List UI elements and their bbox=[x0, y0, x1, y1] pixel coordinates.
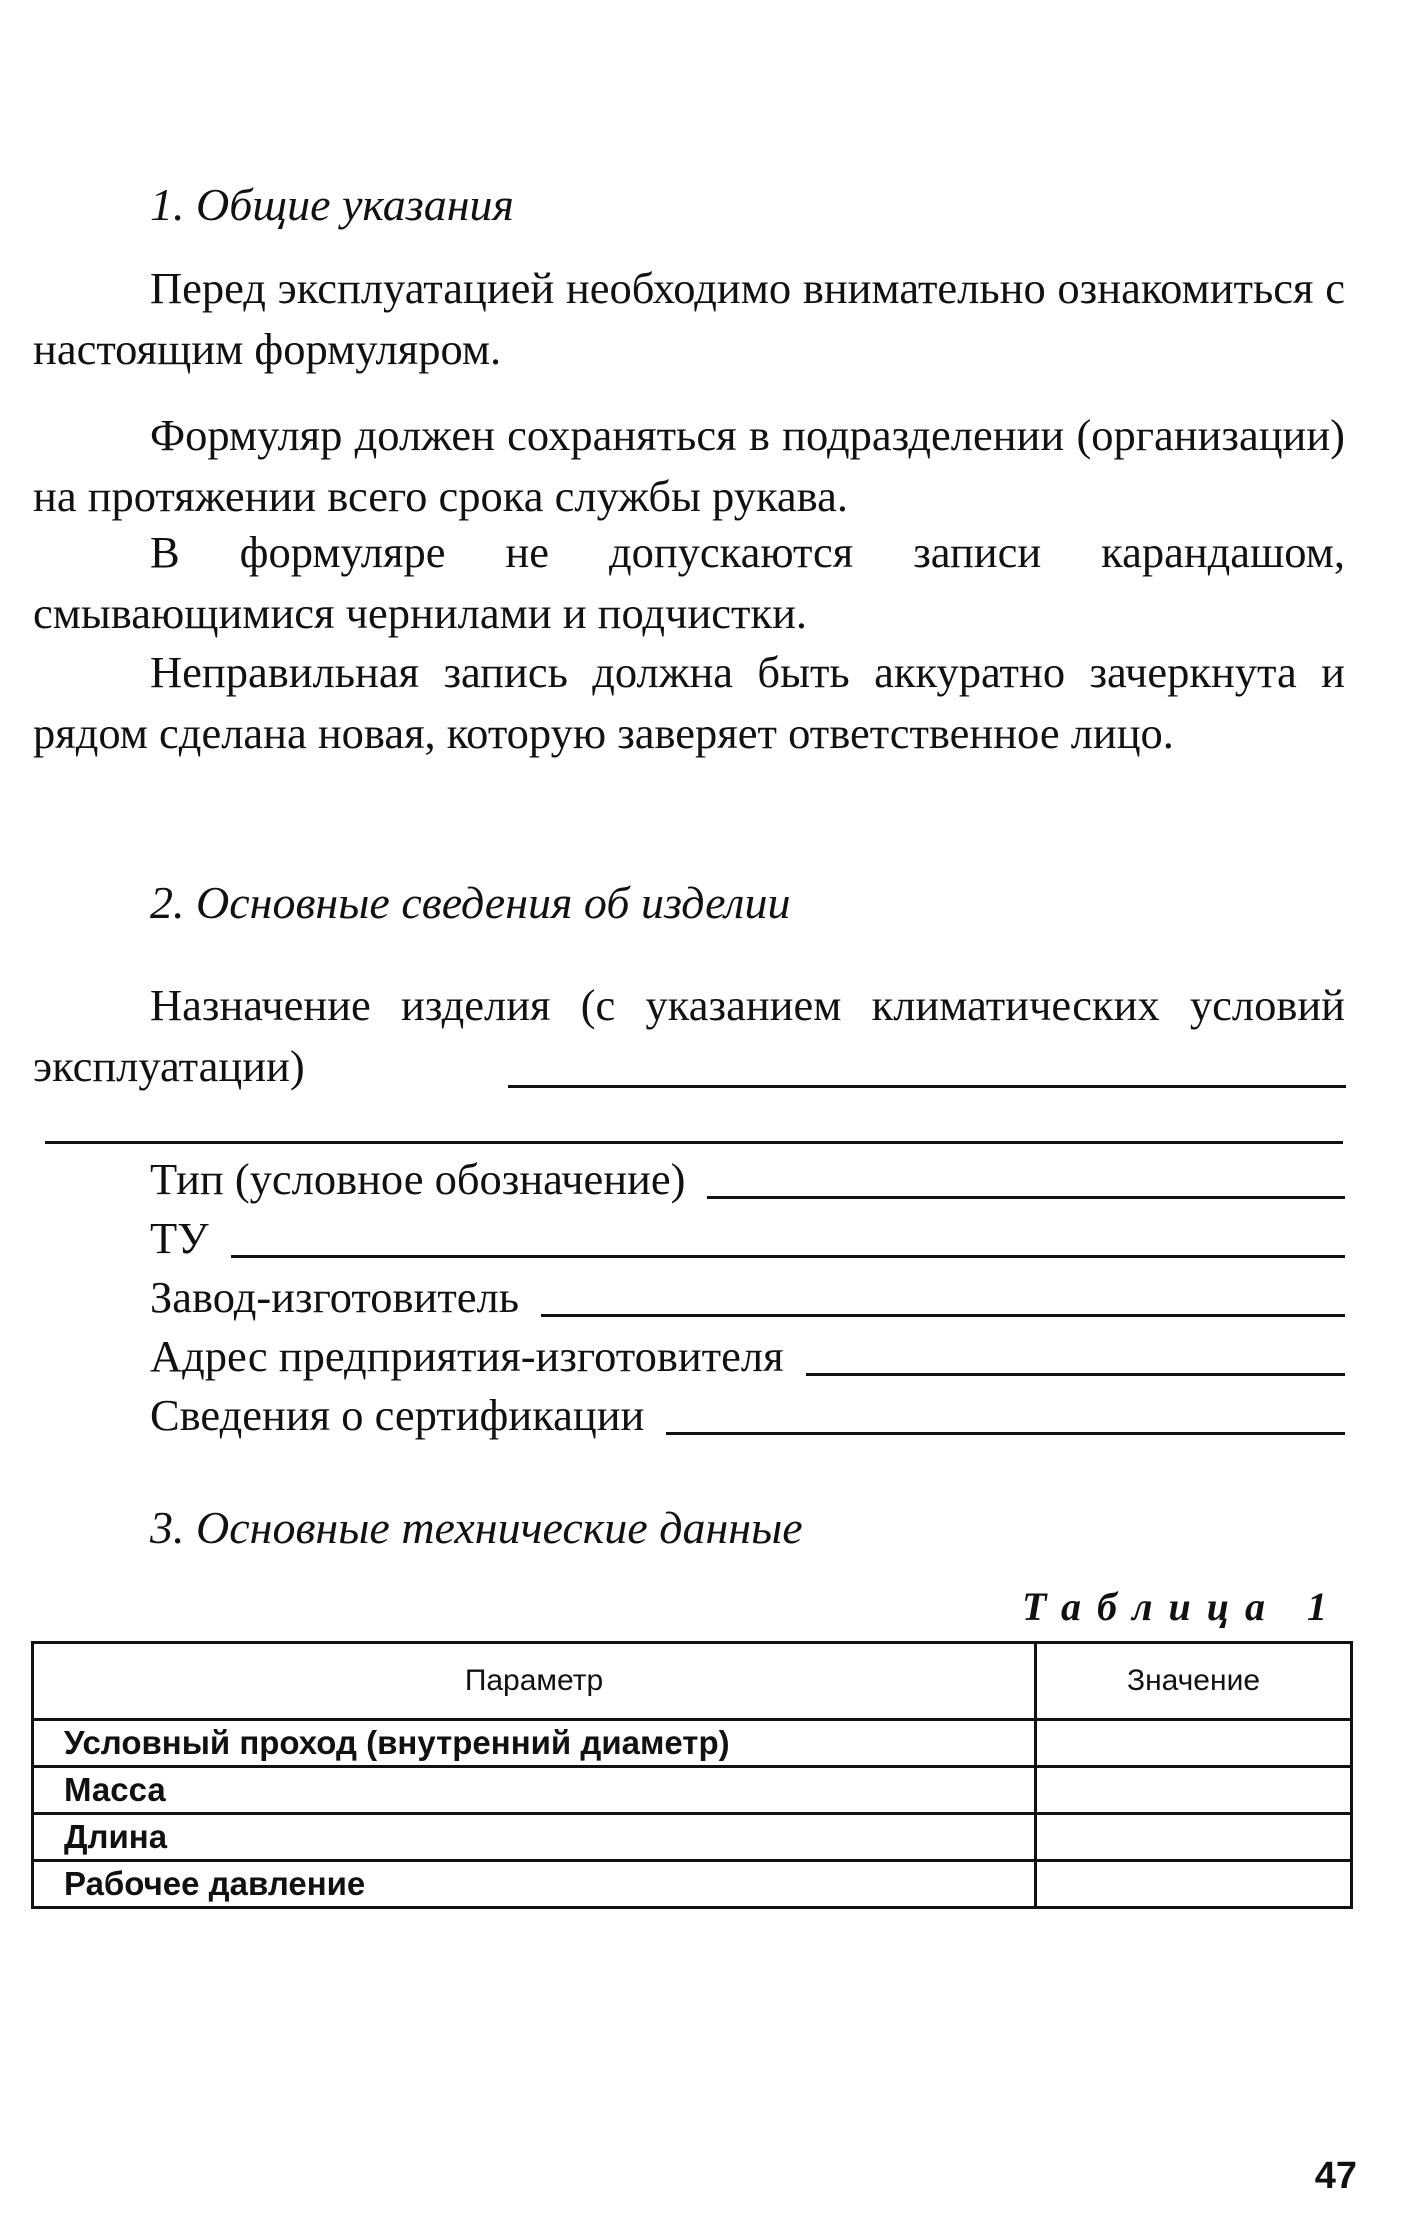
purpose-field: Назначение изделия (с указанием климатических условий эксплуатации) bbox=[33, 980, 1345, 1091]
header-value: Значение bbox=[1036, 1643, 1352, 1720]
field-certification-label: Сведения о сертификации bbox=[150, 1390, 645, 1440]
section-2-heading: 2. Основные сведения об изделии bbox=[150, 877, 791, 928]
table-header-row bbox=[33, 1643, 1352, 1720]
field-type-input-line[interactable] bbox=[707, 1194, 1345, 1199]
page-number: 47 bbox=[1314, 2155, 1357, 2197]
paragraph-3: В формуляре не допускаются записи карандашом, смывающимися чернилами и подчистки. bbox=[33, 527, 1345, 638]
section-3-heading: 3. Основные технические данные bbox=[150, 1502, 803, 1553]
field-certification bbox=[150, 1383, 1345, 1443]
paragraph-1: Перед эксплуатацией необходимо внимательно ознакомиться с настоящим формуляром. bbox=[33, 263, 1345, 374]
field-manufacturer-label: Завод-изготовитель bbox=[150, 1272, 520, 1322]
field-manufacturer-address bbox=[150, 1324, 1345, 1384]
paragraph-4: Неправильная запись должна быть аккуратно зачеркнута и рядом сделана новая, которую заверяет ответственное лицо. bbox=[33, 647, 1345, 758]
field-tu-label: ТУ bbox=[150, 1213, 209, 1263]
field-manufacturer bbox=[150, 1265, 1345, 1325]
table-cell-value[interactable] bbox=[1036, 1767, 1352, 1814]
technical-data-table bbox=[31, 1641, 1353, 1909]
field-manufacturer-input-line[interactable] bbox=[541, 1312, 1345, 1317]
section-1-heading: 1. Общие указания bbox=[150, 179, 514, 230]
table-cell-parameter: Условный проход (внутренний диаметр) bbox=[33, 1720, 1036, 1767]
table-cell-parameter: Длина bbox=[33, 1814, 1036, 1861]
field-tu bbox=[150, 1206, 1345, 1266]
field-certification-input-line[interactable] bbox=[666, 1430, 1345, 1435]
table-row bbox=[33, 1767, 1352, 1814]
table-row bbox=[33, 1814, 1352, 1861]
table-caption: Таблица 1 bbox=[1022, 1584, 1343, 1629]
field-type-label: Тип (условное обозначение) bbox=[150, 1154, 686, 1204]
table-cell-value[interactable] bbox=[1036, 1861, 1352, 1908]
field-tu-input-line[interactable] bbox=[231, 1253, 1345, 1258]
table-row bbox=[33, 1861, 1352, 1908]
table-cell-parameter: Масса bbox=[33, 1767, 1036, 1814]
field-manufacturer-address-label: Адрес предприятия-изготовителя bbox=[150, 1331, 784, 1381]
field-type bbox=[150, 1147, 1345, 1207]
purpose-input-line[interactable] bbox=[508, 1085, 1346, 1088]
table-cell-parameter: Рабочее давление bbox=[33, 1861, 1036, 1908]
table-cell-value[interactable] bbox=[1036, 1814, 1352, 1861]
table-row bbox=[33, 1720, 1352, 1767]
purpose-input-line-2[interactable] bbox=[45, 1141, 1343, 1144]
table-cell-value[interactable] bbox=[1036, 1720, 1352, 1767]
header-parameter: Параметр bbox=[33, 1643, 1036, 1720]
field-manufacturer-address-input-line[interactable] bbox=[806, 1371, 1345, 1376]
paragraph-2: Формуляр должен сохраняться в подразделении (организации) на протяжении всего срока службы рукава. bbox=[33, 410, 1345, 521]
